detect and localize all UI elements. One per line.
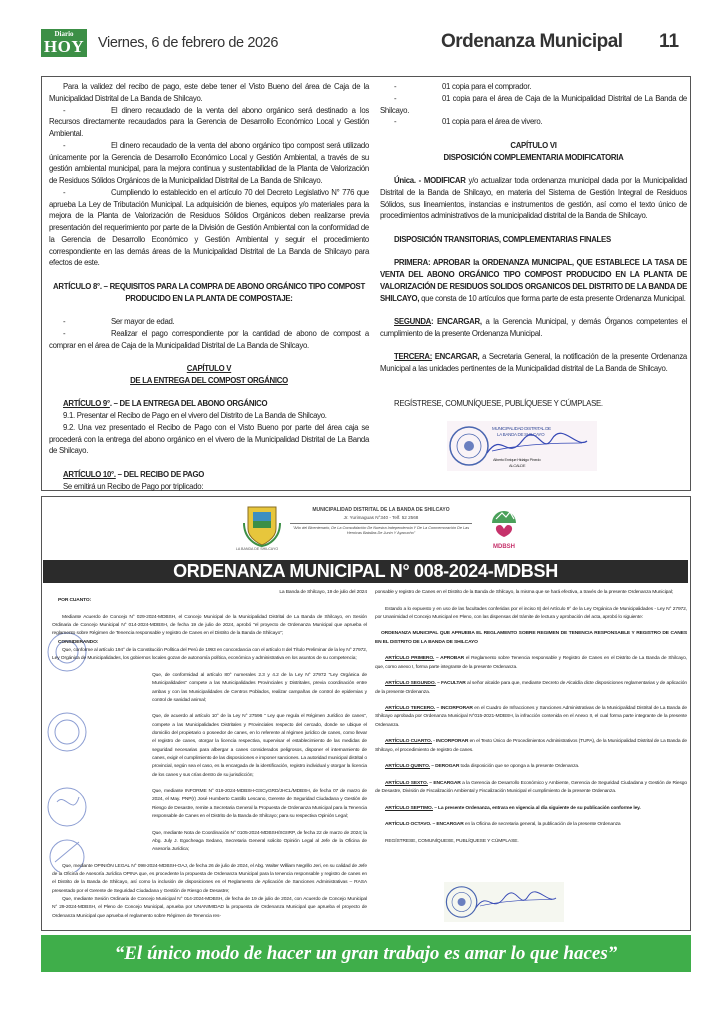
paragraph	[52, 863, 367, 896]
paragraph	[375, 838, 687, 846]
paragraph	[49, 363, 369, 375]
paragraph-text: DISPOSICIÓN COMPLEMENTARIA MODIFICATORIA	[443, 152, 624, 162]
paragraph-text: en la Oficina de secretaria general, la publicación de la presente Ordenanza	[463, 822, 621, 828]
spacer	[49, 351, 369, 363]
paragraph	[49, 410, 369, 422]
paragraph	[52, 713, 367, 779]
lower-left-column	[52, 589, 367, 921]
bold-text: ARTÍCULO OCTAVO. – ENCARGAR	[385, 822, 464, 828]
spacer	[375, 672, 687, 680]
spacer	[375, 730, 687, 738]
article-label: ARTÍCULO 9°	[63, 399, 110, 409]
bold-text: Única. - MODIFICAR	[394, 176, 466, 185]
spacer	[380, 304, 687, 316]
paragraph	[380, 116, 687, 128]
svg-text:ALCALDE: ALCALDE	[509, 463, 526, 468]
article-label: ARTÍCULO QUINTO.	[385, 764, 430, 770]
bold-text: – INCORPORAR	[435, 706, 473, 712]
paragraph	[380, 93, 687, 117]
paragraph	[52, 896, 367, 921]
spacer	[52, 705, 367, 713]
paragraph-text: – DEL RECIBO DE PAGO	[115, 469, 205, 479]
paragraph	[52, 589, 367, 597]
spacer	[52, 780, 367, 788]
paragraph	[52, 788, 367, 821]
bold-text: – DEROGAR	[430, 764, 460, 770]
paragraph-text: Que, de acuerdo al artículo 10° de la Ley N° 27596 " Ley que regula el Régimen Jurídico de canes", compete a las Municipalidades Distritales y Provinciales respecto del cercado, donde se ubique el domicilio del propietario o poseedor de canes, en lo referente al régimen jurídico de canes, como llevar el registro de canes, otorgar la licencia respectiva, supervisar el establecimiento de las medidas de seguridad necesarias para albergar a canes considerados peligrosos, disponer el internamiento de canes, exigir el cumplimiento de las disposiciones e imponer sanciones. La autoridad municipal distrital o provincial, según sea el caso, es la encargada de la identificación, registro individual y otorgar la licencia de los canes y sus crías dentro de su jurisdicción;	[152, 714, 367, 778]
article-label: ARTÍCULO TERCERO.	[385, 706, 436, 712]
paragraph	[380, 175, 687, 222]
paragraph-text: ORDENANZA MUNICIPAL QUE APRUEBA EL REGLAMENTO SOBRE REGIMEN DE TENENCIA RESPONSABLE Y REGISTRO DE CANES EN EL DISTRITO DE LA BANDA DE SHILCAYO	[375, 631, 687, 645]
paragraph-text: toda disposición que se oponga a la presente Ordenanza.	[459, 764, 580, 770]
spacer	[380, 128, 687, 140]
paragraph-text: ponsable y registro de Canes en el Distrito de la Banda de Shilcayo, la misma que se hará efectiva, a través de la presente Ordenanza Municipal;	[375, 590, 674, 595]
article-label: TERCERA:	[394, 352, 433, 362]
bold-text: – La presente Ordenanza, entrara en vigencia al día siguiente de su publicación conforme ley.	[432, 805, 641, 811]
spacer	[380, 163, 687, 175]
paragraph-text: Que, conforme al artículo 194° de la Constitución Política del Perú de 1993 en concordancia con el artículo II del Título Preliminar de la ley N° 27972, Ley Orgánica de Municipalidades, los gobiernos locales gozan de autonomía política, económica y administrativa en los asuntos de su competencia;	[52, 648, 368, 662]
quote-banner: “El único modo de hacer un gran trabajo es amar lo que haces”	[41, 935, 691, 972]
paragraph-text: Cumpliendo lo establecido en el artículo 70 del Decreto Legislativo N° 776 que aprueba La Ley de Tributación Municipal. La adquisición de bienes, equipos y/o materiales para la mejora de la Planta de Valorización de Residuos Sólidos Orgánicos deben realizarse previa presentación del requerimiento por parte de la División de Gestión Ambiental con la conformidad de la Gerencia de Desarrollo Económico y Gestión Ambiental y seguir el procedimiento correspondiente en las demás áreas de la Municipalidad Distrital de La Banda de Shilcayo para efectos de este.	[49, 187, 369, 268]
paragraph-text: El dinero recaudado de la venta del abono orgánico será destinado a los Recursos directamente recaudados para la Gerencia de Desarrollo Económico Local y Gestión Ambiental.	[49, 105, 369, 138]
spacer	[380, 246, 687, 258]
spacer	[49, 387, 369, 399]
paragraph-text: Para la validez del recibo de pago, este debe tener el Visto Bueno del área de Caja de la Municipalidad Distrital de La Banda de Shilcayo.	[49, 82, 369, 103]
paragraph-text: ARTÍCULO 8°. – REQUISITOS PARA LA COMPRA DE ABONO ORGÁNICO TIPO COMPOST PRODUCIDO EN LA PLANTA DE COMPOSTAJE:	[53, 281, 365, 303]
paragraph-text: Mediante Acuerdo de Concejo N° 029-2024-MDBSH, el Concejo Municipal de la Municipalidad Distrital de La Banda de Shilcayo, en Sesión Ordinaria de Concejo Municipal N° 014-2024-MDBSH, de fecha 19 de julio de 2024, aprobó "el proyecto de Ordenanza Municipal que aprueba el reglamento sobre Régimen de Tenencia responsable y registro de Canes en el Distrito de la Banda de Shilcayo";	[52, 614, 367, 637]
upper-left-column	[49, 81, 369, 492]
article-label: ARTÍCULO SEGUNDO.	[385, 681, 436, 687]
paragraph-text: POR CUANTO:	[58, 598, 92, 604]
spacer	[49, 457, 369, 469]
paragraph-text: a la Gerencia Municipal, y demás Órganos competentes el cumplimiento de la presente Ordenanza Municipal.	[380, 317, 687, 338]
municipality-name: MUNICIPALIDAD DISTRITAL DE LA BANDA DE SHILCAYO	[312, 507, 450, 513]
paragraph	[49, 398, 369, 410]
svg-text:Alberto Enrique Hidalgo Pinedo: Alberto Enrique Hidalgo Pinedo	[493, 457, 541, 462]
spacer	[52, 821, 367, 829]
paragraph-text: que consta de 10 artículos que forma parte de esta presente Ordenanza Municipal.	[419, 293, 686, 303]
divider	[290, 523, 472, 524]
paragraph	[52, 639, 367, 647]
paragraph	[380, 234, 687, 246]
mdbsh-logo	[484, 503, 524, 550]
paragraph-text: Realizar el pago correspondiente por la cantidad de abono de compost a comprar en el área de Caja de la Municipalidad Distrital de La Banda de Shilcayo.	[49, 328, 369, 350]
bold-text: - INCORPORAR	[431, 739, 469, 745]
paragraph-text: La Banda de Shilcayo, 19 de julio del 2024	[279, 590, 367, 595]
upper-right-column	[380, 81, 687, 468]
paragraph	[380, 81, 687, 93]
paragraph-text: Ser mayor de edad.	[111, 317, 175, 326]
paragraph-text: a Secretaria General, la notificación de la presente Ordenanza Municipal a las unidades pertinentes de la Municipalidad distrital de La Banda de Shilcayo.	[380, 352, 687, 373]
paragraph-text: en el Texto Único de Procedimientos Administrativos (TUPA), de la Municipalidad Distrital de La Banda de Shilcayo, el procedimiento de registro de canes.	[375, 739, 687, 753]
paragraph	[52, 672, 367, 705]
bold-text: – APROBAR	[434, 656, 465, 662]
spacer	[49, 269, 369, 281]
paragraph-text: y/o actualizar toda ordenanza municipal dada por la Municipalidad Distrital de la Banda de Shilcayo, en materia del Sistema de Gestión Integral de Residuos Sólidos, sus lineamientos, instancias e instrumentos de gestión, así como el texto único de procedimientos administrativos de la municipalidad distrital de la Banda de Shilcayo.	[380, 176, 687, 221]
municipality-letterhead	[290, 507, 472, 536]
district-crest-icon	[242, 503, 282, 547]
bold-text: : ENCARGAR,	[431, 317, 482, 326]
paragraph	[49, 105, 369, 140]
paragraph-text: CAPÍTULO VI	[510, 140, 557, 150]
spacer	[375, 813, 687, 821]
svg-text:MUNICIPALIDAD DISTRITAL DE: MUNICIPALIDAD DISTRITAL DE	[492, 426, 551, 431]
paragraph	[375, 589, 687, 597]
paragraph-text: DISPOSICIÓN TRANSITORIAS, COMPLEMENTARIAS FINALES	[394, 234, 611, 244]
ordinance-008-box	[41, 496, 691, 931]
lower-right-column	[375, 589, 687, 846]
paragraph-text: 9.2. Una vez presentado el Recibo de Pago con el Visto Bueno por parte del área caja se procederá con la entrega del abono orgánico en el vivero de la Municipalidad Distrital de La Banda de Shilcayo.	[49, 422, 369, 456]
paragraph	[52, 647, 367, 664]
paragraph	[380, 316, 687, 340]
spacer	[380, 222, 687, 234]
ordinance-title: ORDENANZA MUNICIPAL N° 008-2024-MDBSH	[43, 560, 688, 583]
paragraph	[49, 481, 369, 493]
spacer	[375, 647, 687, 655]
paragraph-text: Que, mediante Sesión Ordinaria de Concejo Municipal N° 014-2024-MDBSH, de fecha de 19 de julio de 2024, con Acuerdo de Concejo Municipal N° 29-2024-MDBSH, el Pleno de Concejo Municipal, aprueba por UNANIMIDAD la propuesta de Ordenanza Municipal que aprueba el proyecto de Ordenanza Municipal que aprueba el reglamento sobre Régimen de Tenencia res-	[52, 896, 367, 919]
paragraph-text: el Reglamento sobre Tenencia responsable y Registro de Canes en el Distrito de La Banda de Shilcayo, que, como anexo I, forma parte integrante de la presente Ordenanza.	[375, 656, 687, 670]
spacer	[375, 697, 687, 705]
spacer	[380, 387, 687, 399]
paragraph	[49, 187, 369, 269]
paragraph	[49, 375, 369, 387]
paragraph	[375, 606, 687, 623]
svg-text:LA BANDA DE SHILCAYO: LA BANDA DE SHILCAYO	[497, 432, 545, 437]
paragraph	[375, 630, 687, 647]
newspaper-logo	[41, 29, 87, 57]
spacer	[52, 855, 367, 863]
paragraph	[375, 821, 687, 829]
logo-big-text: HOY	[43, 37, 85, 56]
paragraph	[49, 328, 369, 352]
paragraph	[380, 257, 687, 304]
paragraph-text: al señor alcalde para que, mediante Decreto de Alcaldía dicte disposiciones reglamentarias y de aplicación de la presente Ordenanza.	[375, 681, 687, 695]
article-label: ARTÍCULO PRIMERO.	[385, 656, 435, 662]
year-motto: "Año del Bicentenario, De La Consolidación De Nuestra Independencia Y De La Conmemoración De Las Heroicas Batallas De Junín Y Ayacucho"	[292, 526, 470, 535]
paragraph	[375, 763, 687, 771]
paragraph	[49, 316, 369, 328]
paragraph	[375, 680, 687, 697]
bold-text: ENCARGAR,	[432, 352, 480, 362]
page-header	[41, 29, 691, 59]
spacer	[52, 606, 367, 614]
mdbsh-leaf-logo-icon	[486, 503, 522, 539]
paragraph-text: DE LA ENTREGA DEL COMPOST ORGÁNICO	[130, 375, 288, 385]
paragraph-text: 01 copia para el comprador.	[442, 82, 532, 91]
spacer	[375, 772, 687, 780]
paragraph	[52, 830, 367, 855]
spacer	[375, 830, 687, 838]
article-label: ARTÍCULO CUARTO.	[385, 739, 432, 745]
paragraph-text: Se emitirá un Recibo de Pago por triplicado:	[63, 481, 204, 491]
article-label: ARTÍCULO 10°.	[63, 469, 116, 479]
spacer	[375, 755, 687, 763]
paragraph-text: Que, mediante OPINIÓN LEGAL N° 098-2024-MDBSH-OAJ, de fecha 26 de julio de 2024, el Abg. Walter William Negrillo Jeri, en su calidad de Jefe de la Oficina de Asesoría Jurídica OPINA que, es procedente la propuesta de Ordenanza Municipal para la tenencia responsable y registro de canes en el Distrito de la Banda de Shilcayo, así como la inclusión de disposiciones en el Reglamento de Aplicación de Sanciones Administrativas – RASA presentado por el Gerente de Seguridad Ciudadana y Gestión de Riesgo de Desastre;	[52, 863, 367, 894]
paragraph-text: REGÍSTRESE, COMUNÍQUESE, PUBLÍQUESE Y CÚMPLASE.	[385, 838, 519, 844]
paragraph	[49, 81, 369, 105]
spacer	[380, 340, 687, 352]
paragraph	[52, 614, 367, 639]
spacer	[49, 304, 369, 316]
paragraph-text: en el Cuadro de Infracciones y Sanciones Administrativas de la Municipalidad Distrital de La Banda de Shilcayo aprobada por Ordenanza Municipal N°015-2021-MDBSH, la infracción contenida en el Anexo II, el cual forma parte integrante de la presente Ordenanza.	[375, 706, 687, 728]
paragraph	[49, 140, 369, 187]
paragraph-text: Que, de conformidad al artículo 80° numerales 2.3 y 4.2 de la Ley N° 27972 "Ley Orgánica de Municipalidades" compete a las Municipalidades Provinciales y Distritales, previa coordinación entre ambas y con las Municipalidades de Centros Poblados, realizar campañas de control de epidemias y control de sanidad animal;	[152, 672, 367, 703]
spacer	[375, 622, 687, 630]
paragraph-text: a la Gerencia de Desarrollo Económico y Ambiente, Gerencia de Seguridad Ciudadana y Gestión de Riesgo de Desastre, División de Fiscalización Ambiental y Fiscalización Municipal el cumplimiento de la presente Ordenanza.	[375, 780, 688, 795]
bold-text: – FACULTAR	[435, 681, 466, 687]
paragraph-text: Que, mediante INFORME N° 019-2024-MDBSH-GSCyGRD/JHCL/MDBSH, de fecha 07 de marzo de 2024, el May. PNP(r) José Humberto Castillo Lescano, Gerente de Seguridad Ciudadana y Gestión de Riesgo de Desastre, remite a Secretaria General la Propuesta de Ordenanza Municipal para la Tenencia responsable de Canes en el Distrito de la Banda de Shilcayo; para su respectiva Opinión Legal;	[152, 789, 367, 820]
paragraph-text: Que, mediante Nota de Coordinación N° 0105-2024-MDBSH/SGIIRP, de fecha 22 de marzo de 2024; la Abg. July J. Egocheaga Sedano, Secretaria General solicito Opinión Legal al Jefe de la Oficina de Asesoría Jurídica;	[152, 830, 367, 853]
page-number: 11	[659, 31, 680, 52]
paragraph	[380, 152, 687, 164]
article-label: SEGUNDA	[394, 317, 432, 326]
spacer	[375, 597, 687, 605]
mayor-signature-stamp	[447, 421, 597, 471]
paragraph-text: 9.1. Presentar el Recibo de Pago en el vivero del Distrito de La Banda de Shilcayo.	[63, 411, 327, 420]
spacer	[375, 796, 687, 804]
paragraph	[49, 469, 369, 481]
paragraph-text: CONSIDERANDO:	[58, 639, 99, 645]
bold-text: PRIMERA: APROBAR la ORDENANZA MUNICIPAL, QUE ESTABLECE LA TASA DE VENTA DEL ABONO ORGÁNICO TIPO COMPOST PRODUCIDO EN LA PLANTA DE VALORIZACIÓN DE RESIDUOS SOLIDOS ORGANICOS DEL DISTRITO DE LA BANDA DE SHILCAYO,	[380, 258, 687, 303]
paragraph	[49, 281, 369, 305]
paragraph	[52, 597, 367, 605]
upper-right-text	[380, 81, 687, 410]
paragraph-text: El dinero recaudado de la venta del abono orgánico tipo compost será utilizado únicamente por la Gerencia de Desarrollo Económico Local y Gestión Ambiental, a través de su gestión ambiental municipal, para la mejora continua y sustentabilidad de la Planta de Valorización de Residuos Sólidos Orgánicos de la Municipalidad Distrital de La Banda de Shilcayo.	[49, 140, 369, 185]
paragraph	[375, 738, 687, 755]
paragraph	[375, 780, 687, 797]
spacer	[52, 664, 367, 672]
crest-label: LA BANDA DE SHILCAYO	[235, 547, 279, 551]
bold-text: – ENCARGAR	[427, 780, 461, 786]
paragraph-text: 01 copia para el área de Caja de la Municipalidad Distrital de La Banda de Shilcayo.	[380, 93, 687, 115]
paragraph	[49, 422, 369, 457]
article-label: ARTÍCULO SEXTO.	[385, 780, 428, 786]
paragraph-text: 01 copia para el área de vivero.	[442, 117, 543, 127]
paragraph	[375, 655, 687, 672]
municipality-address: Jr. Yurimaguas N°340 - Telf. 52 2568	[343, 515, 419, 520]
paragraph	[380, 398, 687, 410]
spacer	[380, 375, 687, 387]
article-label: ARTÍCULO SEPTIMO.	[385, 805, 433, 811]
paragraph-text: REGÍSTRESE, COMUNÍQUESE, PUBLÍQUESE Y CÚMPLASE.	[394, 399, 603, 409]
paragraph	[375, 705, 687, 730]
issue-date: Viernes, 6 de febrero de 2026	[98, 35, 278, 51]
mayor-signature-stamp-2	[444, 882, 564, 922]
section-title: Ordenanza Municipal	[441, 31, 623, 52]
paragraph-text: . – DE LA ENTREGA DEL ABONO ORGÁNICO	[109, 399, 268, 409]
logo-small-text: Diario	[54, 30, 74, 38]
paragraph-text: Estando a lo expuesto y en uso de las facultades conferidas por el inciso 8) del Artículo 9° de la Ley Orgánica de Municipalidades - Ley N° 27972, por Unanimidad el Concejo Municipal en Pleno, con las dispensas del trámite de lectura y aprobación del acta, aprobó lo siguiente:	[375, 606, 687, 620]
paragraph-text: CAPÍTULO V	[186, 364, 232, 373]
ordinance-continuation-box	[41, 76, 691, 491]
paragraph	[380, 351, 687, 375]
paragraph	[375, 805, 687, 813]
mdbsh-text: MDBSH	[493, 544, 515, 550]
paragraph	[380, 140, 687, 152]
